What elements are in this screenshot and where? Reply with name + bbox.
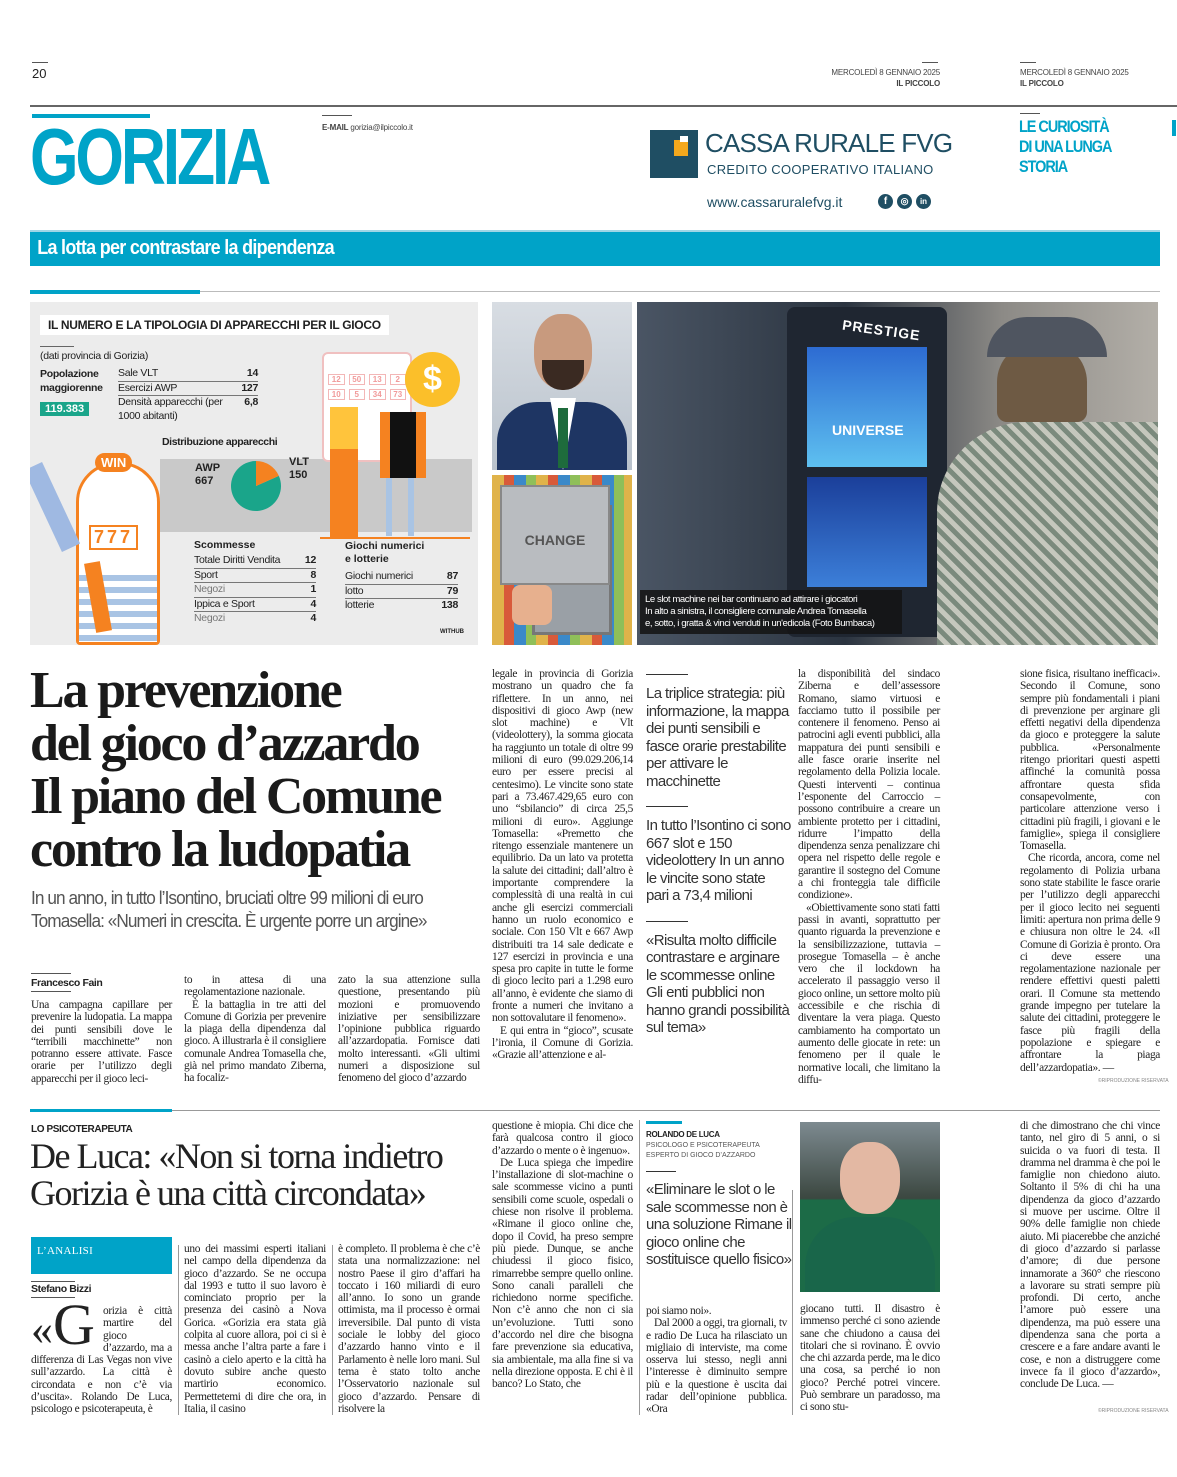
article-column <box>1020 668 1160 1074</box>
ad-url[interactable]: www.cassaruralefvg.it <box>707 194 843 210</box>
article-column <box>338 974 480 1085</box>
pie-label-vlt: VLT 150 <box>289 456 309 481</box>
infographic-credit: WITHUB <box>440 629 464 635</box>
date-right: MERCOLEDÌ 8 GENNAIO 2025 <box>1020 68 1129 77</box>
games-table <box>345 570 458 613</box>
table-row: Negozi 1 <box>194 583 316 598</box>
infographic-title: IL NUMERO E LA TIPOLOGIA DI APPARECCHI PER IL GIOCO <box>40 315 389 335</box>
main-headline: La prevenzione del gioco d’azzardo Il piano del Comune contro la ludopatia <box>30 662 441 878</box>
article-column <box>31 1305 172 1416</box>
pull-quote: «Risulta molto difficile contrastare e arginare le scommesse online Gli enti pubblici non hanno grandi possibilità sul tema» <box>646 931 790 1036</box>
ticket-number: 13 <box>369 374 386 385</box>
paragraph: zato la sua attenzione sulla questione, presentando più mozioni e promuovendo iniziative per sensibilizzare l’opinione pubblica riguardo all’azzardopatia. Fornisce dati molto interessanti. «Gli ultimi numeri a disposizione sul fenomeno del gioco d’azzardo <box>338 974 480 1085</box>
bank-logo-icon <box>650 130 698 178</box>
table-row: Negozi 4 <box>194 612 316 624</box>
ticket-number: 12 <box>328 374 345 385</box>
paragraph: to in attesa di una regolamentazione nazionale. <box>184 974 326 999</box>
paragraph: orizia è città martire del gioco d’azzardo, ma a differenza di Las Vegas non vive sull’azzardo. La città è circondata e non c’è via d’uscita». Rolando De Luca, psicologo e psicoterapeuta, è <box>31 1305 172 1416</box>
distribution-pie-chart <box>230 460 282 512</box>
main-subtitle: In un anno, in tutto l’Isontino, bruciati oltre 99 milioni di euro Tomasella: «Numeri in crescita. È urgente porre un argine» <box>31 887 427 931</box>
ticket-number: 50 <box>349 374 366 385</box>
profile-name: ROLANDO DE LUCA <box>646 1130 720 1139</box>
paragraph: «Obiettivamente sono stati fatti passi in avanti, soprattutto per quanto riguarda la prevenzione e la sensibilizzazione, tuttavia – prosegue Tomasella – è anche vero che il lockdown ha accelerato il passaggio verso il gioco online, un settore molto più accessibile e che rischia di diventare la vera piaga. Questo cambiamento ha comportato un aumento delle giocate in rete: un fenomeno per il quale le normative locali, che limitano la diffu- <box>798 901 940 1086</box>
ticket-number: 2 <box>390 374 407 385</box>
dollar-coin-icon: $ <box>405 352 460 407</box>
distribution-title: Distribuzione apparecchi <box>162 436 278 448</box>
paragraph: legale in provincia di Gorizia mostrano un quadro che fa riflettere. In un anno, nei dispositivi di gioco Awp (new slot machine) e Vlt (videolottery), la somma giocata ha raggiunto un totale di oltre 99 milioni di euro (99.029.206,14 euro per essere precisi al centesimo). Le vincite sono state pari a 73.467.429,65 euro con uno “sbilancio” di circa 25,5 milioni di euro». Aggiunge Tomasella: «Premetto che ritengo essenziale mantenere un equilibrio. Da un lato va protetta la salute dei cittadini; dall’altro è importante comprendere la complessità di una realtà in cui anche gli esercizi commerciali hanno un ruolo economico e sociale. Con 150 Vlt e 667 Awp distribuiti tra 14 sale dedicate e 127 esercizi in provincia e una spesa pro capite in tutte le forme di gioco lecito pari a 1.298 euro all’anno, è evidente che siamo di fronte a numeri che invitano a non sottovalutare il fenomeno». <box>492 668 633 1025</box>
linkedin-icon[interactable]: in <box>916 194 931 209</box>
section-title: GORIZIA <box>30 112 269 201</box>
ad-brand: CASSA RURALE FVG <box>705 128 953 158</box>
paragraph: E qui entra in “gioco”, scusate l’ironia, il Comune di Gorizia. «Grazie all’attenzione e al- <box>492 1024 633 1062</box>
paragraph: De Luca spiega che impedire l’installazione di slot-machine o sale scommesse vicino a punti sensibili come scuole, ospedali o chiese non risolve il problema. «Rimane il gioco online che, dopo il Covid, ha preso sempre più piede. Dunque, se anche chiudessi il gioco fisico, rimarrebbe sempre quello online. Sono canali paralleli che richiedono norme specifiche. Non c’è anno che non ci sia un’evoluzione. Tutti sono d’accordo nel dire che bisogna fare prevenzione sia educativa, sia ambientale, ma alla fine si va nella direzione opposta. E chi è il banco? Lo Stato, che <box>492 1156 633 1391</box>
table-row: Totale Diritti Vendita 12 <box>194 554 316 569</box>
paragraph: È la battaglia in tre atti del Comune di Gorizia per prevenire la piaga della dipendenza dal gioco. A illustrarla è il consigliere comunale Andrea Tomasella che, già nel primo mandato Ziberna, ha focaliz- <box>184 998 326 1085</box>
date-left: MERCOLEDÌ 8 GENNAIO 2025 <box>831 68 940 77</box>
paragraph: poi siamo noi». <box>646 1305 712 1317</box>
bets-title: Scommesse <box>194 539 256 551</box>
dropcap: «G <box>31 1292 95 1357</box>
pull-quote: La triplice strategia: più informazione, la mappa dei punti sensibili e fasce orarie prestabilite per attivare le macchinette <box>646 685 789 790</box>
quote-divider <box>646 921 688 922</box>
person-celebrating-illustration <box>30 462 80 552</box>
quote-divider <box>646 806 688 807</box>
article-column <box>492 1120 633 1391</box>
article-column <box>184 1243 326 1415</box>
profile-role: PSICOLOGO E PSICOTERAPEUTA ESPERTO DI GIOCO D’AZZARDO <box>646 1142 760 1159</box>
population-value: 119.383 <box>40 402 89 416</box>
photo-de-luca <box>800 1122 940 1292</box>
paper-left: IL PICCOLO <box>896 79 940 88</box>
paragraph: uno dei massimi esperti italiani nel campo della dipendenza da gioco d’azzardo. Se ne occupa dal 1993 e tutto il suo lavoro è cominciato proprio per la presenza dei casinò a Nova Gorica. «Gorizia era stata già colpita al cuore allora, poi ci si è messa anche l’altra parte a fare i casinò a cielo aperto e la città ha dovuto subire anche questo martirio economico. Permettetemi di dire che ora, in Italia, il casino <box>184 1243 326 1415</box>
pull-quote: In tutto l’Isontino ci sono 667 slot e 150 videolottery In un anno le vincite sono state pari a 73,4 milioni <box>646 817 791 904</box>
paragraph: Una campagna capillare per prevenire la ludopatia. La mappa dei punti sensibili dove le “terribili macchinette” non potranno essere attivate. Fasce orarie per l’utilizzo degli apparecchi per il gioco leci- <box>31 999 172 1085</box>
pie-label-awp: AWP 667 <box>195 462 221 487</box>
paragraph: giocano tutti. Il disastro è immenso perché ci sono aziende sane che chiudono a causa dei titolari che si rovinano. È ovvio che chi azzarda perde, ma le dico una cosa, sa perché io non gioco? Perché potrei vincere. Può sembrare un paradosso, ma ci sono stu- <box>800 1303 940 1414</box>
ticket-number: 34 <box>369 389 386 400</box>
copyright: ©RIPRODUZIONE RISERVATA <box>1098 1078 1169 1084</box>
photo-changer: CHANGE <box>500 485 610 585</box>
infographic-note: (dati provincia di Gorizia) <box>40 350 149 362</box>
slot-machine-illustration: WIN 777 <box>76 462 160 645</box>
second-kicker: LO PSICOTERAPEUTA <box>31 1124 133 1135</box>
article-column <box>338 1243 480 1415</box>
paragraph: questione è miopia. Chi dice che farà qualcosa contro il gioco d’azzardo o mente o è ingenuo». <box>492 1120 633 1157</box>
person-yellow-illustration <box>330 407 358 449</box>
ticket-number: 73 <box>390 389 407 400</box>
photo-caption: Le slot machine nei bar continuano ad attirare i giocatori In alto a sinistra, il consigliere comunale Andrea Tomasella e, sotto, i gratta & vinci venduti in un'edicola (Foto Bumbaca) <box>640 590 902 634</box>
second-headline: De Luca: «Non si torna indietro Gorizia è una città circondata» <box>30 1136 443 1213</box>
article-column <box>798 668 940 1086</box>
table-row: Sport 8 <box>194 569 316 584</box>
infographic <box>30 302 478 645</box>
paragraph: la disponibilità del sindaco Ziberna e dell’assessore Romano, siamo virtuosi e facciamo tutto il possibile per contenere il fenomeno. Penso ai patrocini agli eventi pubblici, alla mappatura dei punti sensibili e alle fasce orarie inserite nel regolamento della Polizia locale. Questi interventi – continua l’esponente del Carroccio – possono contribuire a creare un ambiente protetto per i cittadini, ridurre l’impatto della dipendenza senza penalizzare chi opera nel rispetto delle regole e garantire il sostegno del Comune a chi fronteggia tale difficile condizione». <box>798 668 940 902</box>
instagram-icon[interactable]: ◎ <box>897 194 912 209</box>
paragraph: sione fisica, risultano inefficaci». Secondo il Comune, sono sempre più fondamentali i piani di prevenzione per arginare gli effetti negativi della dipendenza da gioco e proteggere la salute pubblica. «Personalmente ritengo prioritari questi aspetti affinché la comunità possa affrontare questa sfida consapevolmente, con particolare attenzione verso i cittadini più fragili, i giovani e le famiglie», spiega il consigliere Tomasella. <box>1020 668 1160 853</box>
article-column <box>184 974 326 1085</box>
ad-tagline: CREDITO COOPERATIVO ITALIANO <box>707 162 934 177</box>
article-column <box>800 1303 940 1414</box>
pull-quotes <box>646 666 791 1053</box>
stats-table: Sale VLT 14 Esercizi AWP 127 Densità apparecchi (per 1000 abitanti) 6,8 <box>118 367 258 422</box>
email-link[interactable]: gorizia@ilpiccolo.it <box>350 123 413 132</box>
article-column <box>492 668 633 1062</box>
analysis-label: L’ANALISI <box>31 1237 172 1274</box>
profile-quote: «Eliminare le slot o le sale scommesse non è una soluzione Rimane il gioco online che sostituisce quello fisico» <box>646 1181 792 1268</box>
header-divider <box>30 105 1177 107</box>
article-column <box>31 999 172 1085</box>
topic-band <box>30 230 1160 266</box>
side-teaser[interactable]: LE CURIOSITÀ DI UNA LUNGA STORIA <box>1019 117 1111 176</box>
games-title: Giochi numerici e lotterie <box>345 540 425 565</box>
bets-table <box>194 554 316 626</box>
photo-slot-machine: PRESTIGE UNIVERSE <box>637 302 1158 645</box>
facebook-icon[interactable]: f <box>878 194 893 209</box>
second-byline: Stefano Bizzi <box>31 1283 92 1295</box>
table-row: Giochi numerici 87 <box>345 570 458 585</box>
paper-right: IL PICCOLO <box>1020 79 1064 88</box>
ticket-number: 5 <box>349 389 366 400</box>
email-label: E-MAIL <box>322 123 349 132</box>
copyright: ©RIPRODUZIONE RISERVATA <box>1098 1408 1169 1414</box>
paragraph: Che ricorda, ancora, come nel regolamento di Polizia urbana sono state stabilite le fasce orarie per l’utilizzo degli apparecchi per il gioco lecito nei seguenti limiti: apertura non prima delle 9 e chiusura non oltre le 24. «Il Comune di Gorizia è pronto. Ora ci deve essere una regolamentazione nazionale per rendere effettivi questi paletti orari. Il Comune sta mettendo grande impegno per tutelare la salute dei cittadini, proteggere le fasce più fragili della popolazione e spiegare e affrontare la piaga dell’azzardopatia». — <box>1020 852 1160 1074</box>
paragraph: Dal 2000 a oggi, tra giornali, tv e radio De Luca ha rilasciato un migliaio di interviste, ma come osserva lui stesso, negli anni l’interesse è diminuito sempre più e la questione è uscita dai radar dell’opinione pubblica. «Ora <box>646 1317 787 1416</box>
person-orange-illustration <box>380 412 426 478</box>
article-column <box>1020 1120 1160 1391</box>
table-row: lotterie 138 <box>345 599 458 611</box>
photo-tomasella <box>492 302 632 470</box>
ticket-number: 10 <box>328 389 345 400</box>
quote-divider <box>646 674 688 675</box>
page-number: 20 <box>32 66 47 81</box>
population-label: Popolazione maggiorenne <box>40 368 103 394</box>
main-byline: Francesco Fain <box>31 977 103 989</box>
table-row: lotto 79 <box>345 585 458 600</box>
paragraph: di che dimostrano che chi vince tanto, nel giro di 5 anni, o si suicida o va fuori di testa. Il dramma nel dramma è che poi le famiglie non chiedono aiuto. Soltanto il 5% di chi ha una dipendenza da gioco d’azzardo si muove per uscirne. Oltre il 90% delle famiglie non chiede aiuto. Mi piacerebbe che anziché di gioco d’azzardo si parlasse d’amore; di due persone innamorate a 360° che riescono a lavorare su strati sempre più profondi. Di certo, anche l’amore può essere una dipendenza, ma può essere una dipendenza sana che porta a crescere e a fare andare avanti le cose, e non a distruggere come invece fa il gioco d’azzardo», conclude De Luca. — <box>1020 1120 1160 1391</box>
table-row: Ippica e Sport 4 <box>194 598 316 613</box>
paragraph: è completo. Il problema è che c’è stata una normalizzazione: nel nostro Paese il giro d’affari ha toccato i 160 miliardi di euro all’anno. Io sono un grande ottimista, ma il processo è ormai irreversibile. Dal punto di vista sociale le lobby del gioco d’azzardo hanno vinto e il Parlamento è nelle loro mani. Sul tema è stato tolto anche l’Osservatorio nazionale sul gioco d’azzardo. Pensare di risolvere la <box>338 1243 480 1415</box>
topic-band-title: La lotta per contrastare la dipendenza <box>37 237 334 259</box>
article-column <box>646 1305 787 1416</box>
cut-column-edge <box>1172 120 1176 136</box>
